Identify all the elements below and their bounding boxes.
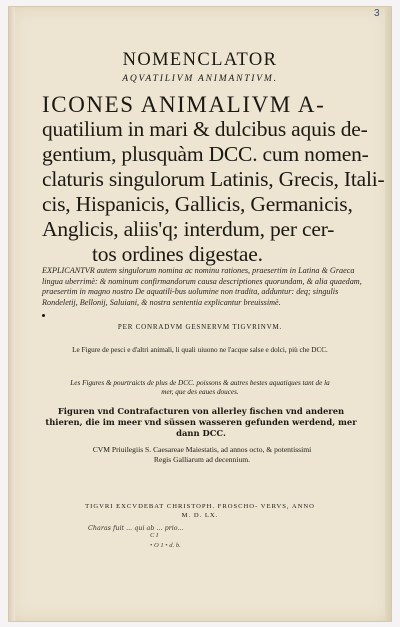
handwritten-mark: C I <box>150 532 159 539</box>
privilege-line: CVM Priuilegiis S. Caesareae Maiestatis, ad annos octo, & potentissimi Regis Galliarum ad decennium. <box>92 445 312 464</box>
french-title: Les Figures & pourtraicts de plus de DCC. poissons & autres bestes aquatiques tant de la mer, que des eaues douces. <box>70 379 330 396</box>
page-gutter-shade <box>9 7 15 621</box>
page-number: 3 <box>374 8 380 19</box>
main-title-line-6: Anglicis, aliis'q; interdum, per cer- <box>42 217 335 241</box>
explicantur-paragraph: EXPLICANTVR autem singulorum nomina ac nominu rationes, praesertim in Latina & Graeca lingua uberrimè: & nominum confirmandorum causa descriptiones quorundam, & alia quaedam, praesertim in magno nostro De aquatili-bus uolumine non tradita, adduntur: deq; singulis Rondeletij, Bellonij, Saluiani, & nostra sententia explicantur breuissimè. <box>42 266 362 307</box>
title-nomenclator: NOMENCLATOR <box>122 50 278 70</box>
main-title-line-3: gentium, plusquàm DCC. cum nomen- <box>42 142 369 166</box>
main-title-line-4: claturis singulorum Latinis, Grecis, Itali- <box>42 167 385 191</box>
ornament-dot <box>42 314 45 317</box>
imprint-line: TIGVRI EXCVDEBAT CHRISTOPH. FROSCHO- VERVS, ANNO M. D. LX. <box>85 503 315 519</box>
page-edge-shade <box>385 7 391 621</box>
main-title-line-7: tos ordines digestae. <box>92 242 263 266</box>
italian-title: Le Figure de pesci e d'altri animali, li quali uiuono ne l'acque salse e dolci, più che DCC. <box>72 346 328 354</box>
main-title-line-5: cis, Hispanicis, Gallicis, Germanicis, <box>42 192 353 216</box>
title-aquatilium: AQVATILIVM ANIMANTIVM. <box>122 74 278 84</box>
handwritten-annotation: Charas fuit ... qui ab ... prio... <box>88 524 184 532</box>
german-title: Figuren vnd Contrafacturen von allerley fischen vnd anderen thieren, die im meer vnd süssen wasseren gefunden werdend, mer dann DCC. <box>45 406 357 438</box>
main-title-line-1: ICONES ANIMALIVM A- <box>42 92 326 117</box>
handwritten-number: • O 1 • d. b. <box>150 542 181 549</box>
main-title-line-2: quatilium in mari & dulcibus aquis de- <box>42 117 368 141</box>
author-line: PER CONRADVM GESNERVM TIGVRINVM. <box>117 323 283 331</box>
